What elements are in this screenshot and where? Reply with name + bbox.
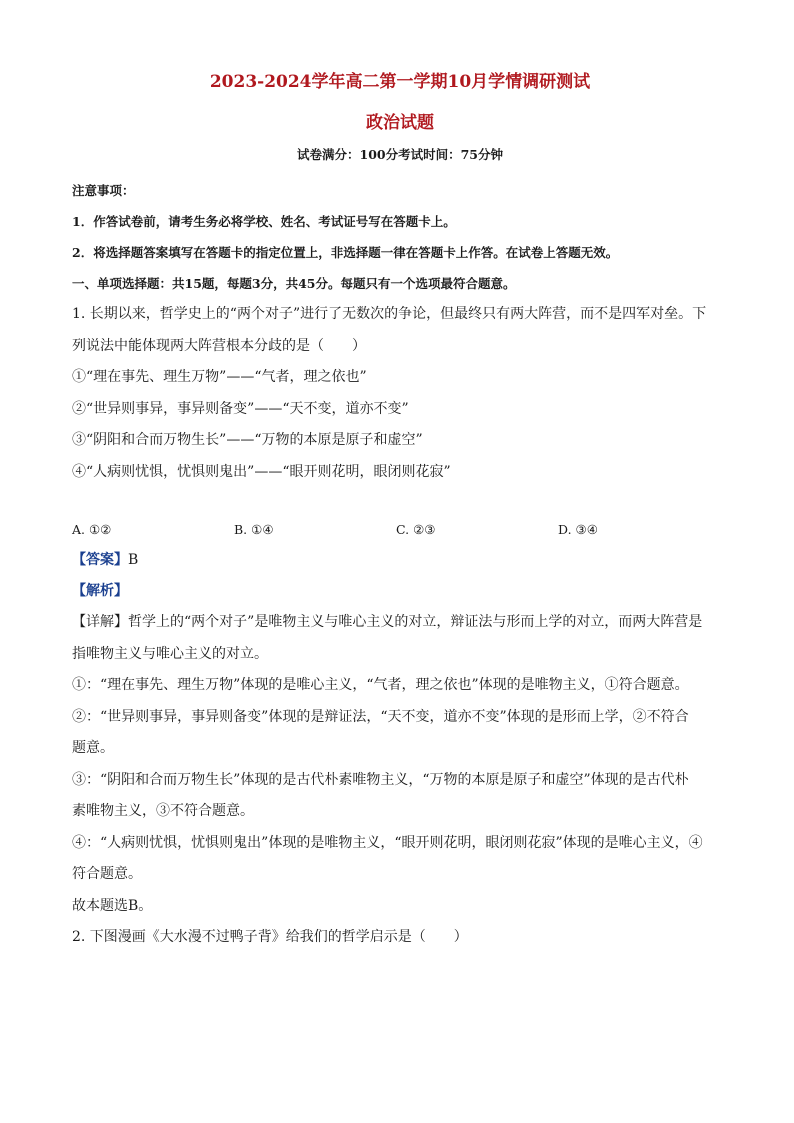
q1-detail-line-5: 题意。 <box>72 740 114 756</box>
q1-statement-2: ②“世异则事异，事异则备变”——“天不变，道亦不变” <box>72 400 409 417</box>
q1-statement-3: ③“阴阳和合而万物生长”——“万物的本原是原子和虚空” <box>72 432 423 448</box>
q1-options <box>72 514 728 545</box>
q1-detail-line-8: ④：“人病则忧惧，忧惧则鬼出”体现的是唯物主义，“眼开则花明，眼闭则花寂”体现的是唯心主义，④ <box>72 834 703 851</box>
q2-stem: 2. 下图漫画《大水漫不过鸭子背》给我们的哲学启示是（ ） <box>72 929 468 945</box>
q1-detail-line-10: 故本题选B。 <box>72 897 153 914</box>
answer-value: B <box>128 552 139 568</box>
q1-analysis <box>72 576 728 607</box>
q1-option-c: C. ②③ <box>396 522 436 537</box>
question-1 <box>72 299 728 922</box>
answer-label: 【答案】 <box>72 552 128 568</box>
analysis-label: 【解析】 <box>72 583 128 599</box>
question-2 <box>72 922 728 954</box>
notes-title: 注意事项： <box>72 183 135 198</box>
q1-statement-4: ④“人病则忧惧，忧惧则鬼出”——“眼开则花明，眼闭则花寂” <box>72 463 451 480</box>
q1-stem-line-1: 1. 长期以来，哲学史上的“两个对子”进行了无数次的争论，但最终只有两大阵营，而不是四军对垒。下 <box>72 306 707 322</box>
q1-detail-line-7: 素唯物主义，③不符合题意。 <box>72 803 254 819</box>
note-item-1: 1．作答试卷前，请考生务必将学校、姓名、考试证号写在答题卡上。 <box>72 214 456 229</box>
q1-detail-line-4: ②：“世异则事异，事异则备变”体现的是辩证法，“天不变，道亦不变”体现的是形而上学，②不符合 <box>72 708 689 725</box>
detail-label: 【详解】 <box>72 614 128 630</box>
q1-detail-line-9: 符合题意。 <box>72 866 142 882</box>
q1-detail-line-3: ①：“理在事先、理生万物”体现的是唯心主义，“气者，理之依也”体现的是唯物主义，①符合题意。 <box>72 677 689 693</box>
q1-detail-line-2: 指唯物主义与唯心主义的对立。 <box>72 645 268 662</box>
detail-text-1: 哲学上的“两个对子”是唯物主义与唯心主义的对立，辩证法与形而上学的对立，而两大阵营是 <box>128 614 703 630</box>
notes-block <box>72 175 728 299</box>
q1-detail-line-1 <box>72 607 728 639</box>
score-info: 试卷满分：100分考试时间：75分钟 <box>297 147 503 162</box>
q1-stem-line-2: 列说法中能体现两大阵营根本分歧的是（ ） <box>72 337 366 354</box>
q1-statement-1: ①“理在事先、理生万物”——“气者，理之依也” <box>72 369 367 385</box>
q1-option-a: A. ①② <box>72 522 112 537</box>
exam-title: 2023-2024学年高二第一学期10月学情调研测试 <box>209 72 591 92</box>
section-title: 一、单项选择题：共15题，每题3分，共45分。每题只有一个选项最符合题意。 <box>72 276 516 291</box>
subject-title: 政治试题 <box>366 113 434 133</box>
q1-option-d: D. ③④ <box>558 522 598 537</box>
q1-option-b: B. ①④ <box>234 522 274 537</box>
note-item-2: 2．将选择题答案填写在答题卡的指定位置上，非选择题一律在答题卡上作答。在试卷上答题无效。 <box>72 245 619 260</box>
q1-answer <box>72 545 728 576</box>
q1-detail-line-6: ③：“阴阳和合而万物生长”体现的是古代朴素唯物主义，“万物的本原是原子和虚空”体现的是古代朴 <box>72 771 689 788</box>
